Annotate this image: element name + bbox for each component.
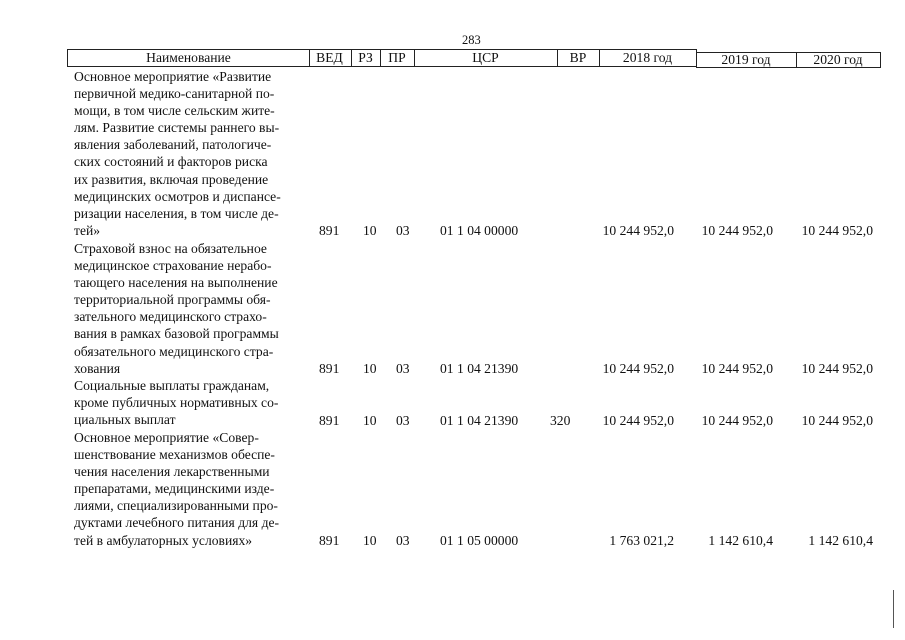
header-csr: ЦСР [414,49,558,67]
row-rz: 10 [363,223,377,238]
scan-edge-mark [893,590,894,628]
header-year-2019: 2019 год [696,52,797,68]
row-rz: 10 [363,533,377,548]
row-ved: 891 [319,223,340,238]
row-name: Основное мероприятие «Совер- шенствование механизмов обеспе- чения населения лекарственными препаратами, медицинскими изде- лиями, специализированными про- дуктами лечебного питания для де- тей в амбулаторных условиях» [74,430,280,548]
row-amount-2020: 10 244 952,0 [801,413,873,428]
row-amount-2018: 10 244 952,0 [602,361,674,376]
row-amount-2020: 10 244 952,0 [801,361,873,376]
row-ved: 891 [319,361,340,376]
table-row [0,429,905,550]
row-amount-2018: 1 763 021,2 [609,533,674,548]
row-csr: 01 1 04 21390 [440,413,519,428]
header-vr: ВР [557,49,600,67]
row-amount-2020: 1 142 610,4 [808,533,873,548]
table-row [0,240,905,377]
header-year-2020: 2020 год [796,52,881,68]
row-csr: 01 1 05 00000 [440,533,519,548]
row-amount-2020: 10 244 952,0 [801,223,873,238]
row-amount-2019: 10 244 952,0 [701,361,773,376]
table-row [0,68,905,240]
row-pr: 03 [396,223,410,238]
row-amount-2018: 10 244 952,0 [602,223,674,238]
row-csr: 01 1 04 00000 [440,223,519,238]
row-csr: 01 1 04 21390 [440,361,519,376]
header-ved: ВЕД [308,49,352,67]
row-rz: 10 [363,361,377,376]
row-ved: 891 [319,533,340,548]
row-ved: 891 [319,413,340,428]
header-rz: РЗ [351,49,381,67]
row-name: Страховой взнос на обязательное медицинское страхование нерабо- тающего населения на выполнение территориальной программы обя- зательного медицинского страхо- вания в рамках базовой программы обязательного медицинского стра- хования [74,241,279,376]
row-rz: 10 [363,413,377,428]
page-number: 283 [462,33,481,47]
row-pr: 03 [396,413,410,428]
header-name: Наименование [67,49,310,67]
row-pr: 03 [396,361,410,376]
row-name: Основное мероприятие «Развитие первичной медико-санитарной по- мощи, в том числе сельским жите- лям. Развитие системы раннего вы- явления заболеваний, патологиче- ских состояний и факторов риска их развития, включая проведение медицинских осмотров и диспансе- ризации населения, в том числе де- тей» [74,69,281,238]
header-pr: ПР [380,49,415,67]
row-pr: 03 [396,533,410,548]
row-amount-2019: 1 142 610,4 [708,533,773,548]
row-vr: 320 [550,413,571,428]
table-row [0,377,905,429]
row-amount-2019: 10 244 952,0 [701,223,773,238]
header-year-2018: 2018 год [599,49,697,67]
row-amount-2018: 10 244 952,0 [602,413,674,428]
row-amount-2019: 10 244 952,0 [701,413,773,428]
table-header [67,49,880,67]
row-name: Социальные выплаты гражданам, кроме публичных нормативных со- циальных выплат [74,378,279,428]
